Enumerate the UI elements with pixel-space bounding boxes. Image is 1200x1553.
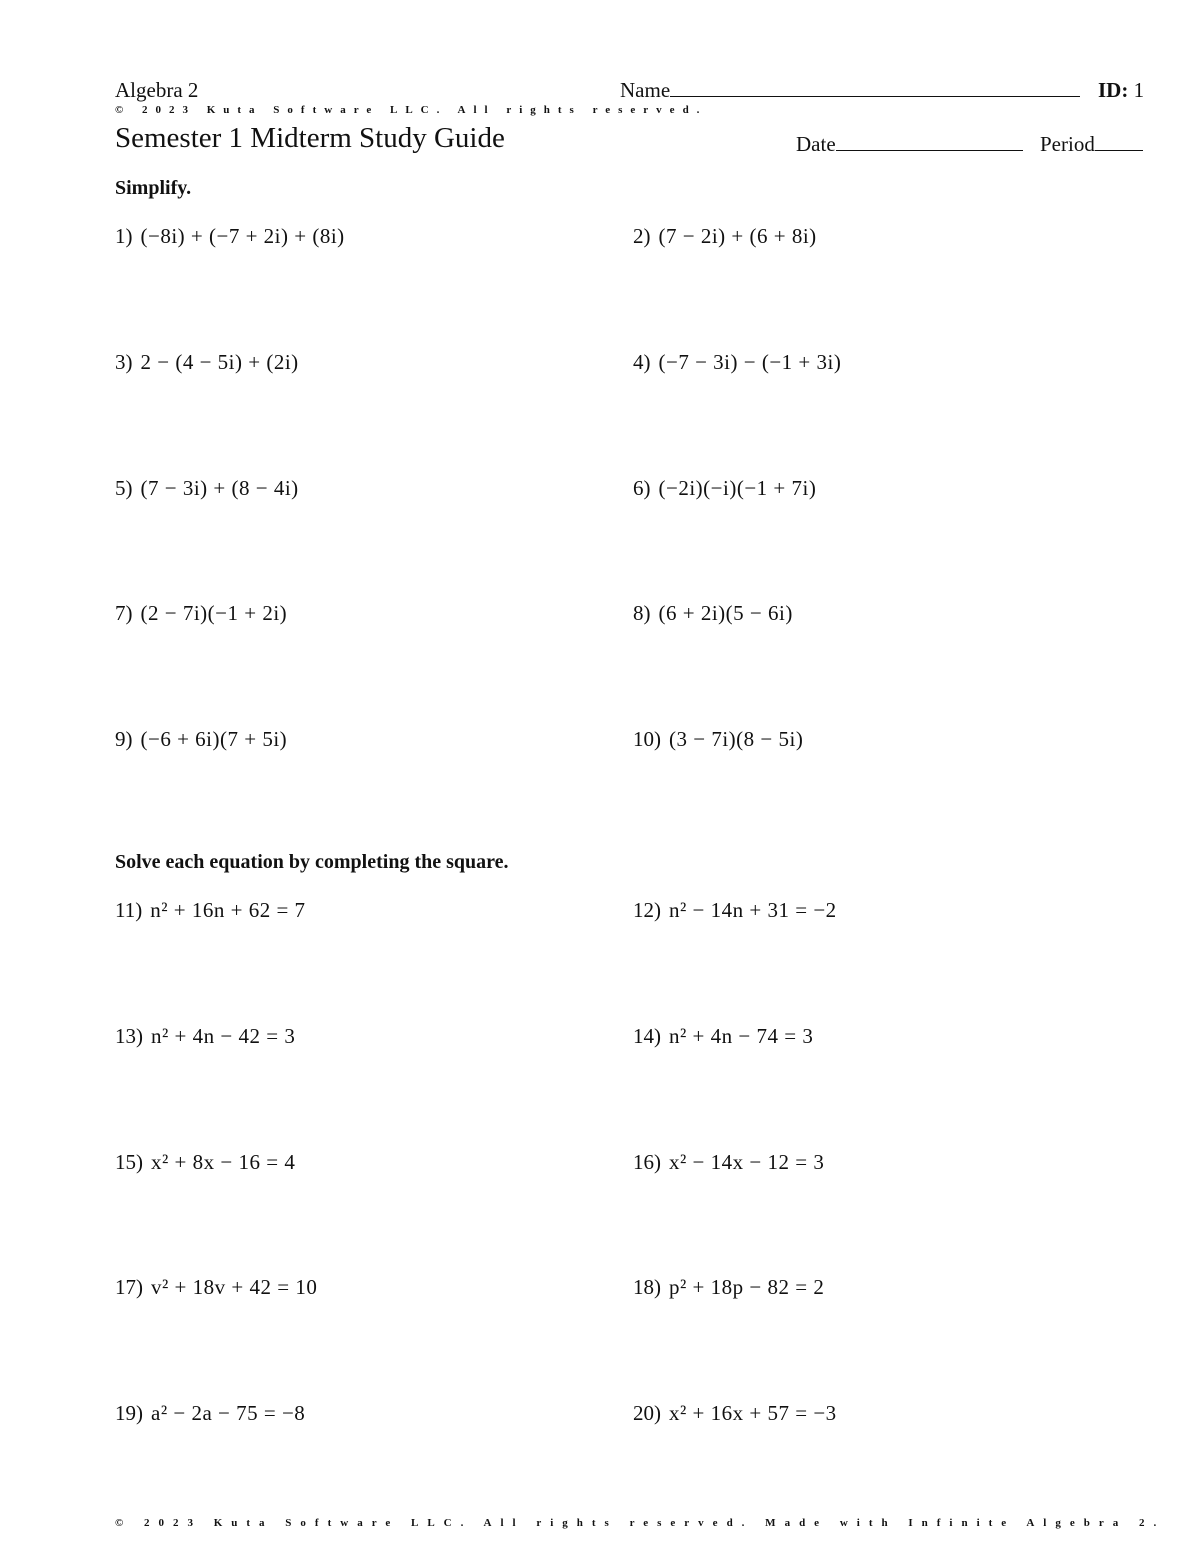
problem-expression: x² − 14x − 12 = 3 bbox=[669, 1150, 825, 1174]
problem-expression: (7 − 3i) + (8 − 4i) bbox=[140, 476, 299, 500]
page-title: Semester 1 Midterm Study Guide bbox=[115, 122, 505, 154]
name-blank[interactable] bbox=[670, 96, 1080, 97]
problem-expression: x² + 16x + 57 = −3 bbox=[669, 1401, 837, 1425]
problem-item: 13) n² + 4n − 42 = 3 bbox=[115, 1024, 296, 1048]
problem-expression: 2 − (4 − 5i) + (2i) bbox=[140, 350, 299, 374]
problem-expression: (−2i)(−i)(−1 + 7i) bbox=[658, 476, 817, 500]
problem-item: 14) n² + 4n − 74 = 3 bbox=[633, 1024, 814, 1048]
date-blank[interactable] bbox=[836, 150, 1023, 151]
problem-item: 3) 2 − (4 − 5i) + (2i) bbox=[115, 350, 299, 374]
problem-expression: (6 + 2i)(5 − 6i) bbox=[658, 601, 793, 625]
name-label: Name bbox=[620, 78, 671, 102]
id-label: ID: bbox=[1098, 78, 1129, 102]
problem-item: 15) x² + 8x − 16 = 4 bbox=[115, 1150, 296, 1174]
problem-expression: n² + 16n + 62 = 7 bbox=[150, 898, 306, 922]
problem-expression: n² − 14n + 31 = −2 bbox=[669, 898, 837, 922]
problem-item: 6) (−2i)(−i)(−1 + 7i) bbox=[633, 476, 817, 500]
problem-expression: x² + 8x − 16 = 4 bbox=[151, 1150, 296, 1174]
problem-expression: v² + 18v + 42 = 10 bbox=[151, 1275, 318, 1299]
section-heading-simplify: Simplify. bbox=[115, 177, 192, 199]
problem-item: 17) v² + 18v + 42 = 10 bbox=[115, 1275, 318, 1299]
problem-item: 1) (−8i) + (−7 + 2i) + (8i) bbox=[115, 224, 345, 248]
period-label: Period bbox=[1040, 132, 1095, 156]
period-field[interactable] bbox=[1040, 132, 1143, 157]
problem-item: 18) p² + 18p − 82 = 2 bbox=[633, 1275, 825, 1299]
problem-expression: (−6 + 6i)(7 + 5i) bbox=[140, 727, 288, 751]
id-field bbox=[1098, 78, 1144, 103]
date-field[interactable] bbox=[796, 132, 1023, 157]
problem-expression: (−7 − 3i) − (−1 + 3i) bbox=[658, 350, 842, 374]
copyright-line: © 2023 Kuta Software LLC. All rights reserved. bbox=[115, 104, 708, 116]
course-name: Algebra 2 bbox=[115, 78, 199, 102]
period-blank[interactable] bbox=[1095, 150, 1143, 151]
name-field[interactable] bbox=[620, 78, 1080, 103]
problem-expression: (7 − 2i) + (6 + 8i) bbox=[658, 224, 817, 248]
footer-copyright: © 2023 Kuta Software LLC. All rights reserved. Made with Infinite Algebra 2. bbox=[115, 1517, 1166, 1529]
problem-expression: p² + 18p − 82 = 2 bbox=[669, 1275, 825, 1299]
problem-item: 19) a² − 2a − 75 = −8 bbox=[115, 1401, 306, 1425]
problem-item: 7) (2 − 7i)(−1 + 2i) bbox=[115, 601, 288, 625]
date-label: Date bbox=[796, 132, 836, 156]
section-heading-completing-square: Solve each equation by completing the square. bbox=[115, 851, 509, 873]
problem-expression: (−8i) + (−7 + 2i) + (8i) bbox=[140, 224, 345, 248]
problem-expression: n² + 4n − 42 = 3 bbox=[151, 1024, 296, 1048]
problem-expression: n² + 4n − 74 = 3 bbox=[669, 1024, 814, 1048]
problem-item: 11) n² + 16n + 62 = 7 bbox=[115, 898, 306, 922]
problem-item: 12) n² − 14n + 31 = −2 bbox=[633, 898, 837, 922]
problem-item: 16) x² − 14x − 12 = 3 bbox=[633, 1150, 825, 1174]
problem-expression: (3 − 7i)(8 − 5i) bbox=[669, 727, 804, 751]
problem-expression: a² − 2a − 75 = −8 bbox=[151, 1401, 306, 1425]
problem-item: 20) x² + 16x + 57 = −3 bbox=[633, 1401, 837, 1425]
problem-expression: (2 − 7i)(−1 + 2i) bbox=[140, 601, 288, 625]
problem-item: 2) (7 − 2i) + (6 + 8i) bbox=[633, 224, 817, 248]
problem-item: 9) (−6 + 6i)(7 + 5i) bbox=[115, 727, 288, 751]
problem-item: 10) (3 − 7i)(8 − 5i) bbox=[633, 727, 804, 751]
problem-item: 5) (7 − 3i) + (8 − 4i) bbox=[115, 476, 299, 500]
problem-item: 8) (6 + 2i)(5 − 6i) bbox=[633, 601, 793, 625]
id-value: 1 bbox=[1133, 78, 1145, 102]
problem-item: 4) (−7 − 3i) − (−1 + 3i) bbox=[633, 350, 842, 374]
